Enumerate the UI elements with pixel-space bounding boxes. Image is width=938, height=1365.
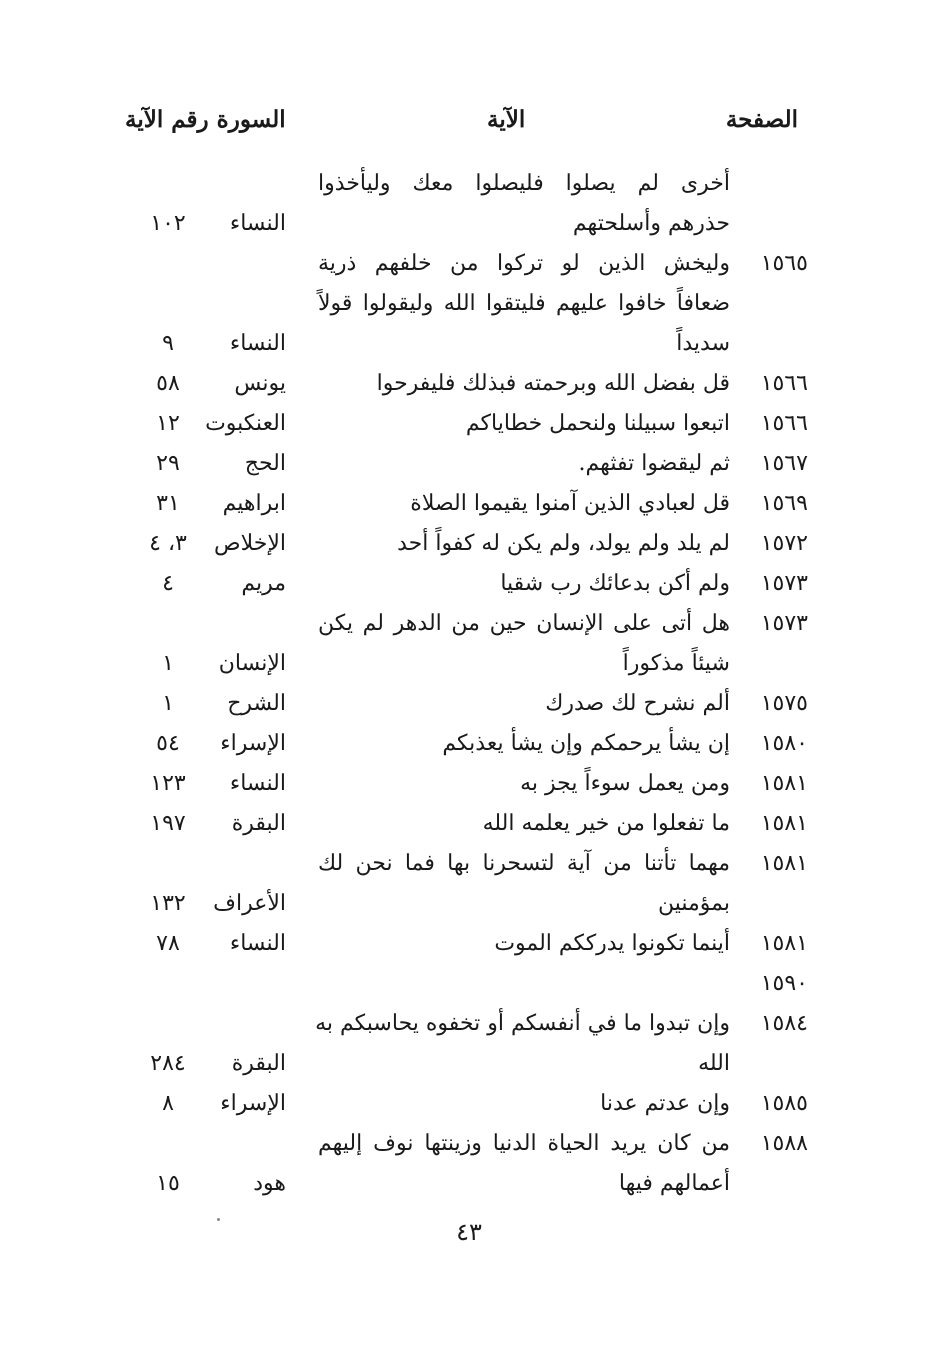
row-surah-name: النساء [229, 211, 286, 236]
row-page-number: ١٥٦٦ [760, 371, 808, 396]
row-ayah-number: ٤ [162, 571, 174, 596]
row-page-number: ١٥٦٩ [760, 491, 808, 516]
row-page-number: ١٥٧٢ [760, 531, 808, 556]
row-surah-name: ابراهيم [222, 491, 286, 516]
row-page-number: ١٥٦٧ [760, 451, 808, 476]
row-ayah-number: ١٥ [156, 1171, 180, 1196]
verse-text-line: وإن تبدوا ما في أنفسكم أو تخفوه يحاسبكم به [315, 1011, 730, 1036]
row-ayah-number: ٢٩ [156, 451, 180, 476]
row-surah-name: النساء [229, 931, 286, 956]
verse-text-line: وإن عدتم عدنا [600, 1091, 730, 1116]
row-page-number: ١٥٧٣ [760, 571, 808, 596]
verse-text-line: قل بفضل الله وبرحمته فبذلك فليفرحوا [376, 371, 730, 396]
verse-text-line: شيئاً مذكوراً [622, 651, 730, 676]
row-surah-name: الإسراء [220, 731, 286, 756]
row-page-number: ١٥٨١ [760, 771, 808, 796]
row-ayah-number: ١٣٢ [150, 891, 186, 916]
verse-text-line: ألم نشرح لك صدرك [545, 691, 730, 716]
verse-text-line: بمؤمنين [657, 891, 730, 916]
row-ayah-number: ٨ [162, 1091, 174, 1116]
row-page-number: ١٥٨٨ [760, 1131, 808, 1156]
row-page-number: ١٥٨٠ [760, 731, 808, 756]
row-ayah-number: ١٢ [156, 411, 180, 436]
row-ayah-number: ٥٨ [156, 371, 180, 396]
header-verse-column: الآية [487, 106, 526, 133]
row-surah-name: الإسراء [220, 1091, 286, 1116]
row-ayah-number: ٢٨٤ [150, 1051, 186, 1076]
verse-text-line: هل أتى على الإنسان حين من الدهر لم يكن [318, 611, 730, 636]
row-ayah-number: ٥٤ [156, 731, 180, 756]
header-page-column: الصفحة [725, 106, 798, 133]
verse-text-line: ما تفعلوا من خير يعلمه الله [482, 811, 730, 836]
row-ayah-number: ٧٨ [156, 931, 180, 956]
verse-text-line: ثم ليقضوا تفثهم. [578, 451, 730, 476]
row-ayah-number: ٩ [162, 331, 174, 356]
row-page-number: ١٥٧٣ [760, 611, 808, 636]
row-ayah-number: ١ [162, 691, 174, 716]
row-ayah-number: ١٠٢ [150, 211, 186, 236]
verse-text-line: ولم أكن بدعائك رب شقيا [500, 571, 730, 596]
row-page-number: ١٥٨١ [760, 931, 808, 956]
verse-text-line: أعمالهم فيها [618, 1171, 730, 1196]
verse-text-line: أينما تكونوا يدرككم الموت [494, 931, 730, 956]
row-surah-name: الإخلاص [214, 531, 286, 556]
verse-text-line: حذرهم وأسلحتهم [572, 211, 730, 236]
row-page-number: ١٥٨٥ [760, 1091, 808, 1116]
row-surah-name: العنكبوت [205, 411, 286, 436]
verse-text-line: أخرى لم يصلوا فليصلوا معك وليأخذوا [318, 171, 730, 196]
row-surah-name: البقرة [231, 811, 286, 836]
row-page-number-extra: ١٥٩٠ [760, 971, 808, 996]
verse-text-line: سديداً [676, 331, 730, 356]
verse-text-line: الله [698, 1051, 730, 1076]
row-surah-name: الإنسان [218, 651, 286, 676]
row-page-number: ١٥٦٥ [760, 251, 808, 276]
verse-text-line: من كان يريد الحياة الدنيا وزينتها نوف إليهم [318, 1131, 730, 1156]
row-surah-name: الأعراف [213, 891, 286, 916]
verse-text-line: قل لعبادي الذين آمنوا يقيموا الصلاة [410, 491, 730, 516]
row-page-number: ١٥٧٥ [760, 691, 808, 716]
row-surah-name: البقرة [231, 1051, 286, 1076]
row-page-number: ١٥٦٦ [760, 411, 808, 436]
row-page-number: ١٥٨١ [760, 811, 808, 836]
verse-text-line: اتبعوا سبيلنا ولنحمل خطاياكم [465, 411, 730, 436]
row-surah-name: الحج [244, 451, 286, 476]
row-ayah-number: ١٢٣ [150, 771, 186, 796]
row-page-number: ١٥٨٤ [760, 1011, 808, 1036]
verse-text-line: ومن يعمل سوءاً يجز به [520, 771, 730, 796]
row-ayah-number: ١ [162, 651, 174, 676]
row-ayah-number: ٣١ [156, 491, 180, 516]
verse-text-line: وليخش الذين لو تركوا من خلفهم ذرية [318, 251, 730, 276]
row-surah-name: النساء [229, 771, 286, 796]
header-surah-ayah-column: السورة رقم الآية [125, 106, 286, 133]
row-surah-name: النساء [229, 331, 286, 356]
row-surah-name: يونس [234, 371, 286, 396]
row-page-number: ١٥٨١ [760, 851, 808, 876]
row-ayah-number: ٣، ٤ [149, 531, 187, 556]
verse-text-line: ضعافاً خافوا عليهم فليتقوا الله وليقولوا قولاً [318, 291, 730, 316]
verse-text-line: لم يلد ولم يولد، ولم يكن له كفواً أحد [397, 531, 730, 556]
row-surah-name: هود [253, 1171, 286, 1196]
row-ayah-number: ١٩٧ [150, 811, 186, 836]
verse-text-line: إن يشأ يرحمكم وإن يشأ يعذبكم [442, 731, 730, 756]
row-surah-name: الشرح [227, 691, 286, 716]
verse-text-line: مهما تأتنا من آية لتسحرنا بها فما نحن لك [318, 851, 730, 876]
page-number: ٤٣ [456, 1218, 482, 1246]
row-surah-name: مريم [241, 571, 286, 596]
